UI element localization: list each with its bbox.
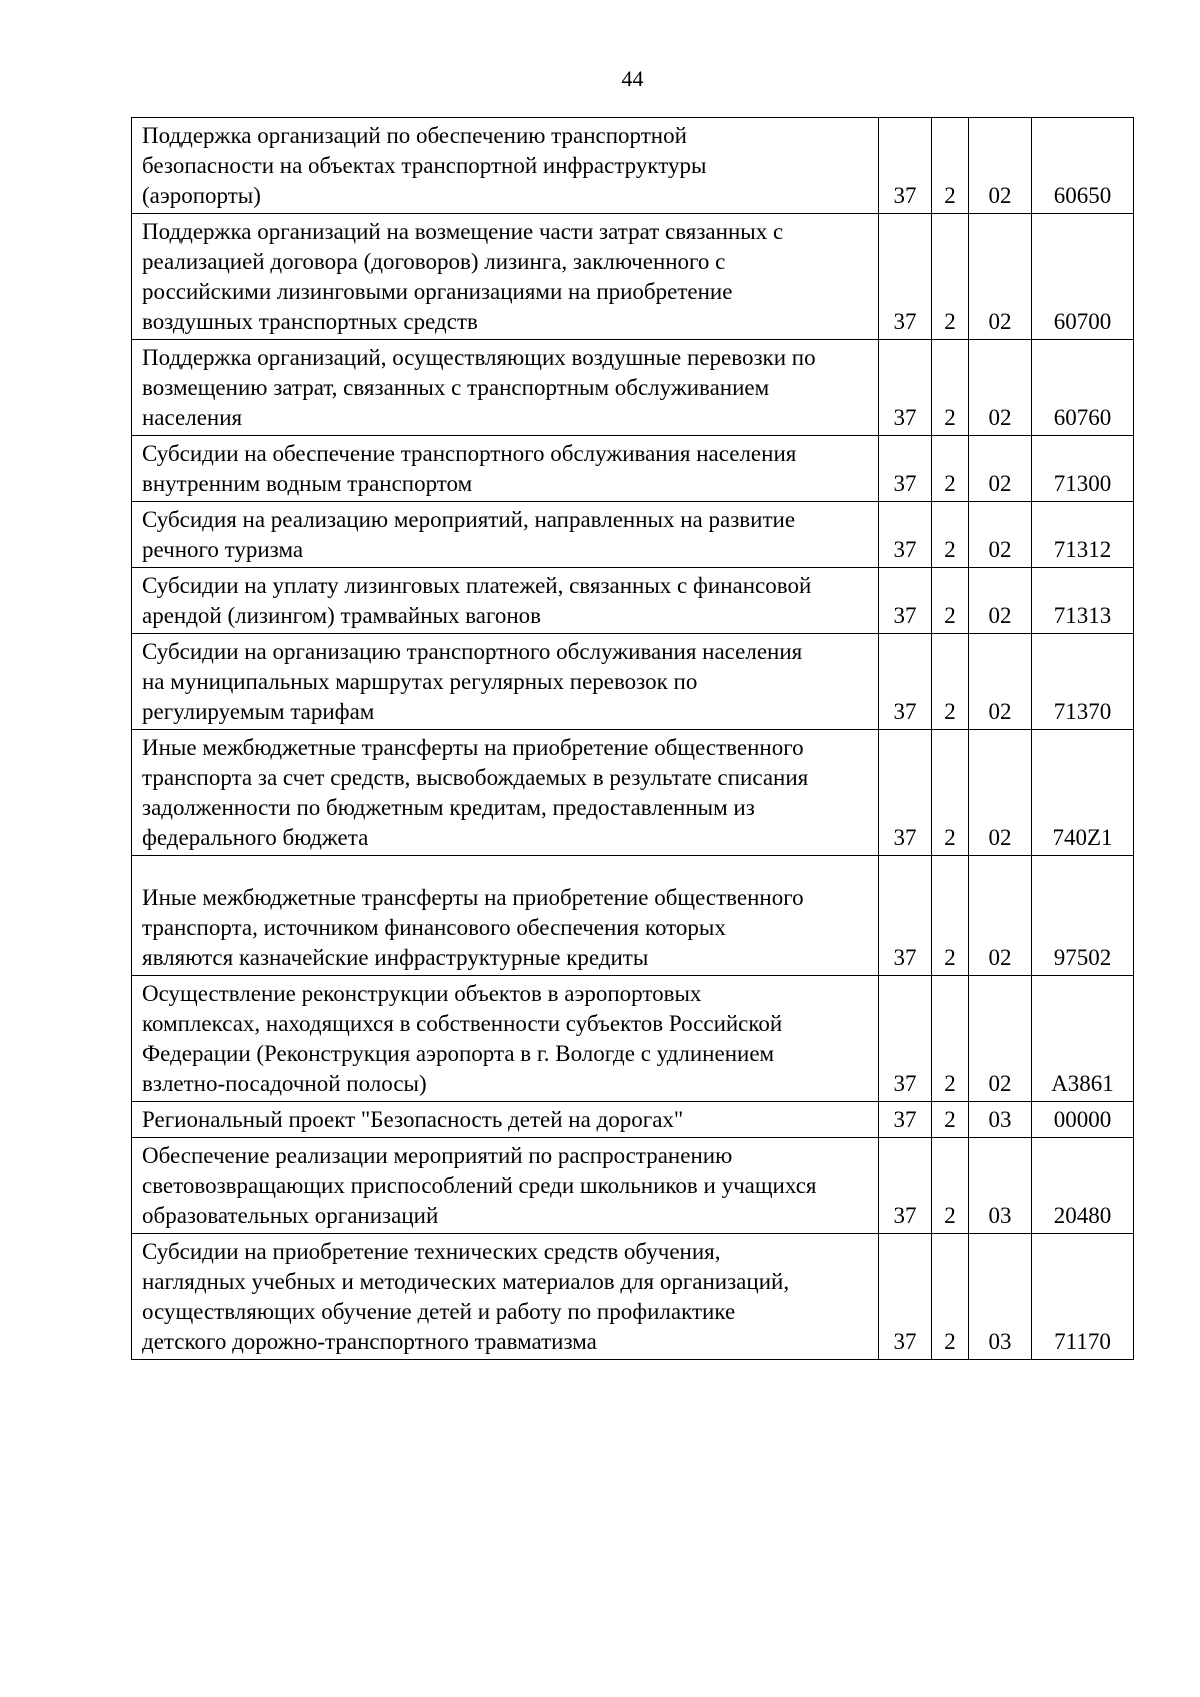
code-cell-4: 60700: [1032, 214, 1134, 340]
row-name-cell: Субсидии на организацию транспортного обслуживания населения на муниципальных маршрутах регулярных перевозок по регулируемым тарифам: [132, 634, 879, 730]
row-name-cell: Иные межбюджетные трансферты на приобретение общественного транспорта за счет средств, высвобождаемых в результате списания задолженности по бюджетным кредитам, предоставленным из федерального бюджета: [132, 730, 879, 856]
code-cell-1: 37: [879, 340, 932, 436]
row-name-cell: Субсидии на приобретение технических средств обучения, наглядных учебных и методических материалов для организаций, осуществляющих обучение детей и работу по профилактике детского дорожно-транспортного травматизма: [132, 1234, 879, 1360]
code-cell-3: 03: [969, 1234, 1032, 1360]
row-name-cell: Обеспечение реализации мероприятий по распространению световозвращающих приспособлений среди школьников и учащихся образовательных организаций: [132, 1138, 879, 1234]
code-cell-1: 37: [879, 976, 932, 1102]
code-cell-1: 37: [879, 856, 932, 976]
row-name-cell: Поддержка организаций по обеспечению транспортной безопасности на объектах транспортной инфраструктуры (аэропорты): [132, 118, 879, 214]
code-cell-2: 2: [932, 568, 969, 634]
table-row: [132, 1138, 1134, 1234]
code-cell-2: 2: [932, 1102, 969, 1138]
row-name-cell: Субсидии на обеспечение транспортного обслуживания населения внутренним водным транспортом: [132, 436, 879, 502]
row-name-cell: Поддержка организаций на возмещение части затрат связанных с реализацией договора (договоров) лизинга, заключенного с российскими лизинговыми организациями на приобретение воздушных транспортных средств: [132, 214, 879, 340]
row-name-cell: Осуществление реконструкции объектов в аэропортовых комплексах, находящихся в собственности субъектов Российской Федерации (Реконструкция аэропорта в г. Вологде с удлинением взлетно-посадочной полосы): [132, 976, 879, 1102]
page-number: 44: [621, 66, 644, 91]
code-cell-2: 2: [932, 118, 969, 214]
code-cell-4: 740Z1: [1032, 730, 1134, 856]
code-cell-3: 02: [969, 730, 1032, 856]
code-cell-4: 60760: [1032, 340, 1134, 436]
code-cell-1: 37: [879, 1102, 932, 1138]
table-row: [132, 436, 1134, 502]
code-cell-4: А3861: [1032, 976, 1134, 1102]
code-cell-3: 02: [969, 976, 1032, 1102]
table-row: [132, 502, 1134, 568]
code-cell-3: 02: [969, 214, 1032, 340]
code-cell-2: 2: [932, 730, 969, 856]
code-cell-4: 71170: [1032, 1234, 1134, 1360]
code-cell-4: 20480: [1032, 1138, 1134, 1234]
table-row: [132, 340, 1134, 436]
code-cell-3: 02: [969, 856, 1032, 976]
code-cell-3: 02: [969, 436, 1032, 502]
row-name-cell: Субсидии на уплату лизинговых платежей, связанных с финансовой арендой (лизингом) трамвайных вагонов: [132, 568, 879, 634]
code-cell-2: 2: [932, 634, 969, 730]
table-row: [132, 568, 1134, 634]
table-row: [132, 118, 1134, 214]
code-cell-2: 2: [932, 1138, 969, 1234]
table-body: [132, 118, 1134, 1360]
code-cell-4: 71370: [1032, 634, 1134, 730]
row-name-cell: Поддержка организаций, осуществляющих воздушные перевозки по возмещению затрат, связанных с транспортным обслуживанием населения: [132, 340, 879, 436]
row-name-cell: Субсидия на реализацию мероприятий, направленных на развитие речного туризма: [132, 502, 879, 568]
code-cell-3: 02: [969, 568, 1032, 634]
row-name-cell: Региональный проект "Безопасность детей на дорогах": [132, 1102, 879, 1138]
code-cell-1: 37: [879, 118, 932, 214]
table-row: [132, 856, 1134, 976]
code-cell-3: 02: [969, 634, 1032, 730]
code-cell-1: 37: [879, 436, 932, 502]
code-cell-2: 2: [932, 502, 969, 568]
code-cell-1: 37: [879, 214, 932, 340]
code-cell-2: 2: [932, 856, 969, 976]
code-cell-4: 71313: [1032, 568, 1134, 634]
code-cell-2: 2: [932, 436, 969, 502]
code-cell-3: 02: [969, 340, 1032, 436]
code-cell-3: 02: [969, 502, 1032, 568]
code-cell-4: 60650: [1032, 118, 1134, 214]
code-cell-1: 37: [879, 1138, 932, 1234]
code-cell-2: 2: [932, 1234, 969, 1360]
code-cell-1: 37: [879, 502, 932, 568]
code-cell-2: 2: [932, 214, 969, 340]
table-row: [132, 1234, 1134, 1360]
code-cell-1: 37: [879, 634, 932, 730]
code-cell-2: 2: [932, 976, 969, 1102]
table-row: [132, 634, 1134, 730]
code-cell-1: 37: [879, 730, 932, 856]
code-cell-4: 71300: [1032, 436, 1134, 502]
table-row: [132, 976, 1134, 1102]
code-cell-4: 00000: [1032, 1102, 1134, 1138]
code-cell-1: 37: [879, 568, 932, 634]
budget-classification-table: [131, 117, 1134, 1360]
table-row: [132, 1102, 1134, 1138]
table-row: [132, 214, 1134, 340]
code-cell-4: 97502: [1032, 856, 1134, 976]
code-cell-4: 71312: [1032, 502, 1134, 568]
row-name-cell: Иные межбюджетные трансферты на приобретение общественного транспорта, источником финансового обеспечения которых являются казначейские инфраструктурные кредиты: [132, 856, 879, 976]
code-cell-3: 02: [969, 118, 1032, 214]
code-cell-3: 03: [969, 1138, 1032, 1234]
table-row: [132, 730, 1134, 856]
code-cell-2: 2: [932, 340, 969, 436]
code-cell-1: 37: [879, 1234, 932, 1360]
code-cell-3: 03: [969, 1102, 1032, 1138]
